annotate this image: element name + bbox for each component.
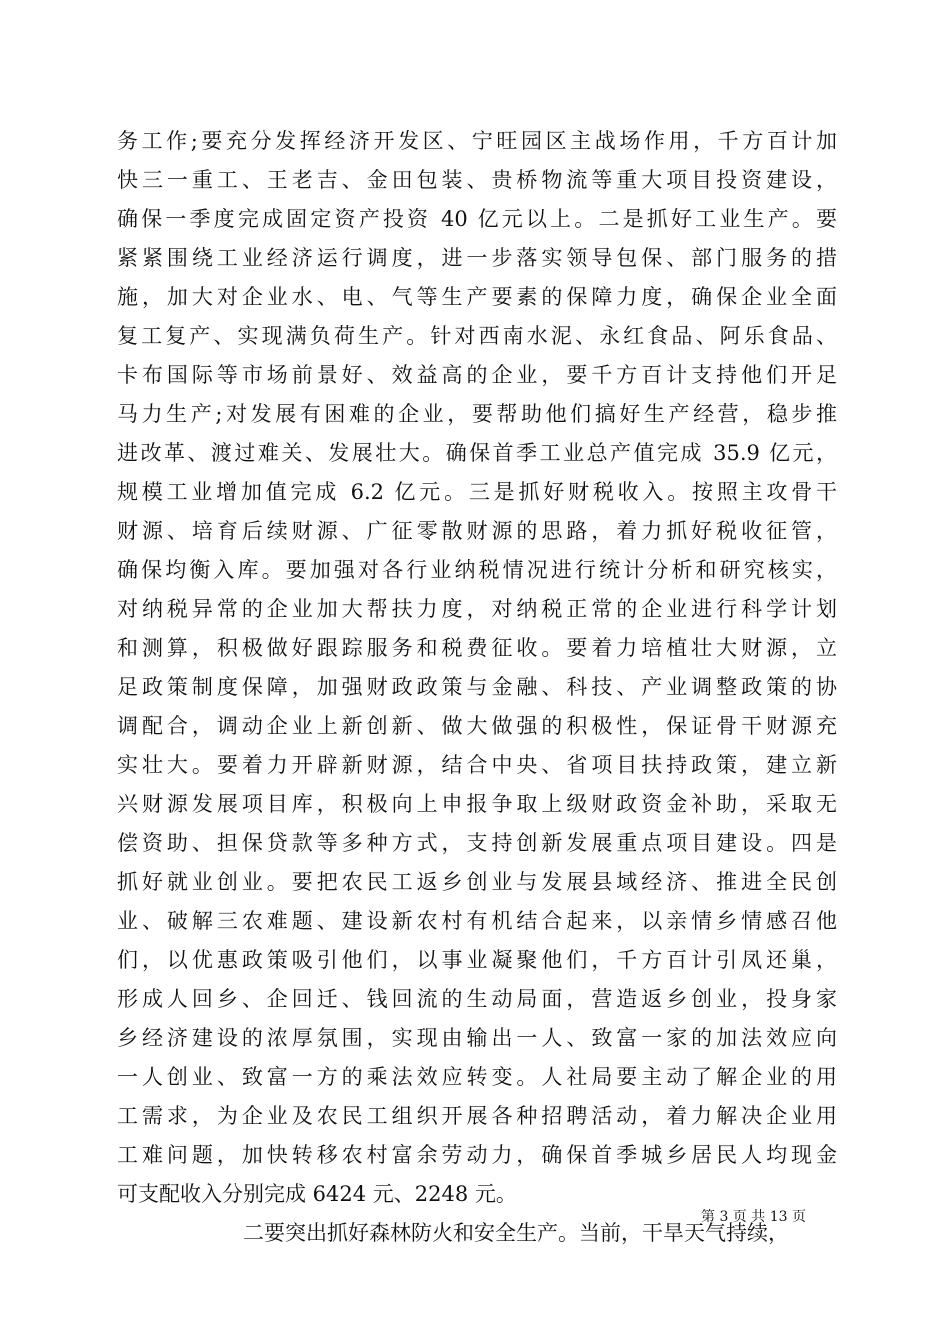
text-line: 调配合，调动企业上新创新、做大做强的积极性，保证骨干财源充 (117, 714, 837, 738)
text-line: 对纳税异常的企业加大帮扶力度，对纳税正常的企业进行科学计划 (117, 597, 837, 621)
text-line: 进改革、渡过难关、发展壮大。确保首季工业总产值完成 35.9 亿元， (117, 441, 837, 465)
text-line: 兴财源发展项目库，积极向上申报争取上级财政资金补助，采取无 (117, 792, 837, 816)
text-line: 确保均衡入库。要加强对各行业纳税情况进行统计分析和研究核实， (117, 558, 837, 582)
body-text (117, 122, 837, 1253)
text-line: 务工作;要充分发挥经济开发区、宁旺园区主战场作用，千方百计加 (117, 129, 837, 153)
text-line: 施，加大对企业水、电、气等生产要素的保障力度，确保企业全面 (117, 285, 837, 309)
text-line: 抓好就业创业。要把农民工返乡创业与发展县域经济、推进全民创 (117, 870, 837, 894)
text-line: 偿资助、担保贷款等多种方式，支持创新发展重点项目建设。四是 (117, 831, 837, 855)
text-line: 一人创业、致富一方的乘法效应转变。人社局要主动了解企业的用 (117, 1065, 837, 1089)
text-line: 卡布国际等市场前景好、效益高的企业，要千方百计支持他们开足 (117, 363, 837, 387)
text-line: 复工复产、实现满负荷生产。针对西南水泥、永红食品、阿乐食品、 (117, 324, 837, 348)
page-number: 第 3 页 共 13 页 (701, 1209, 806, 1225)
text-line: 快三一重工、王老吉、金田包装、贵桥物流等重大项目投资建设， (117, 168, 837, 192)
paragraph-start-line: 二要突出抓好森林防火和安全生产。当前，干旱天气持续， (243, 1221, 789, 1245)
text-line: 规模工业增加值完成 6.2 亿元。三是抓好财税收入。按照主攻骨干 (117, 480, 837, 504)
text-line: 和测算，积极做好跟踪服务和税费征收。要着力培植壮大财源，立 (117, 636, 837, 660)
text-line: 可支配收入分别完成 6424 元、2248 元。 (117, 1182, 517, 1206)
text-line: 业、破解三农难题、建设新农村有机结合起来，以亲情乡情感召他 (117, 909, 837, 933)
text-line: 形成人回乡、企回迁、钱回流的生动局面，营造返乡创业，投身家 (117, 987, 837, 1011)
text-line: 财源、培育后续财源、广征零散财源的思路，着力抓好税收征管， (117, 519, 837, 543)
text-line: 乡经济建设的浓厚氛围，实现由输出一人、致富一家的加法效应向 (117, 1026, 837, 1050)
text-line: 工难问题，加快转移农村富余劳动力，确保首季城乡居民人均现金 (117, 1143, 837, 1167)
text-line: 确保一季度完成固定资产投资 40 亿元以上。二是抓好工业生产。要 (117, 207, 837, 231)
text-line: 工需求，为企业及农民工组织开展各种招聘活动，着力解决企业用 (117, 1104, 837, 1128)
text-line: 马力生产;对发展有困难的企业，要帮助他们搞好生产经营，稳步推 (117, 402, 837, 426)
text-line: 实壮大。要着力开辟新财源，结合中央、省项目扶持政策，建立新 (117, 753, 837, 777)
text-line: 们，以优惠政策吸引他们，以事业凝聚他们，千方百计引凤还巢， (117, 948, 837, 972)
text-line: 足政策制度保障，加强财政政策与金融、科技、产业调整政策的协 (117, 675, 837, 699)
text-line: 紧紧围绕工业经济运行调度，进一步落实领导包保、部门服务的措 (117, 246, 837, 270)
